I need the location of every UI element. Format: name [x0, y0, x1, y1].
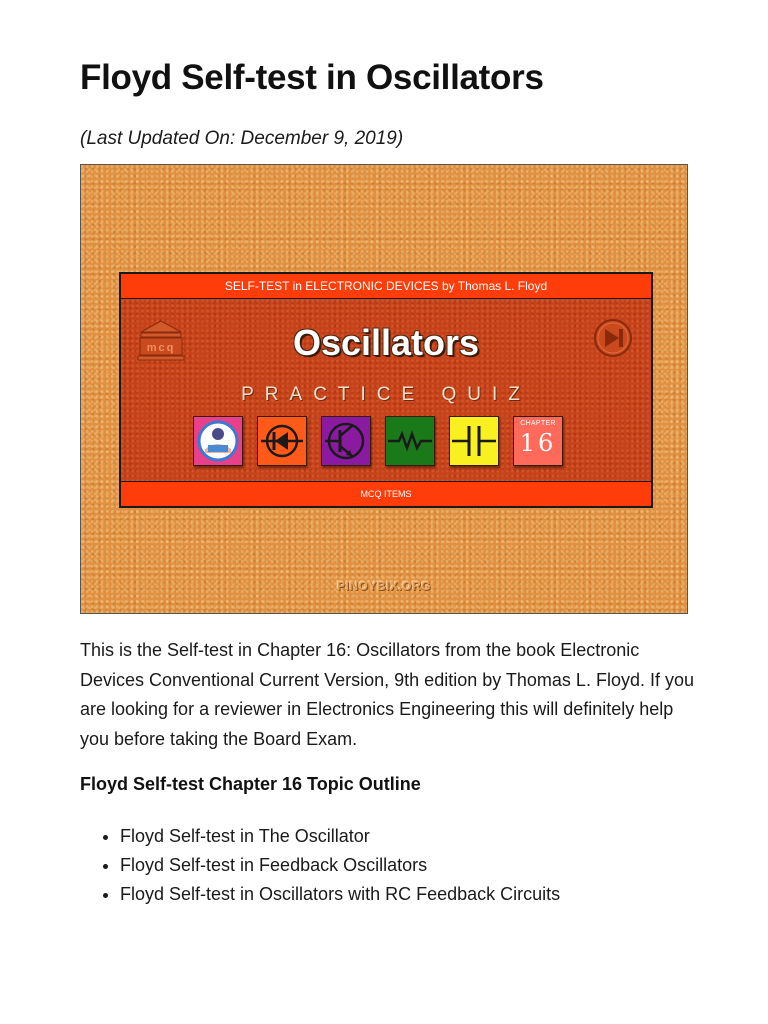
resistor-icon[interactable] [385, 416, 435, 466]
list-item[interactable]: • Floyd Self-test in The Oscillator [120, 822, 560, 851]
banner-panel [119, 272, 653, 508]
topic-outline-list [80, 822, 560, 909]
chapter-icon[interactable] [513, 416, 563, 466]
banner-subtitle: PRACTICE QUIZ [241, 384, 531, 405]
outline-heading: Floyd Self-test Chapter 16 Topic Outline [80, 774, 421, 794]
intro-paragraph: This is the Self-test in Chapter 16: Oscillators from the book Electronic Devices Conventional Current Version, 9th edition by Thomas L. Floyd. If you are looking for a reviewer in Electronics Engineering this will definitely help you before taking the Board Exam. [80, 640, 694, 749]
list-item[interactable]: • Floyd Self-test in Feedback Oscillators [120, 851, 560, 880]
study-icon[interactable] [193, 416, 243, 466]
chapter-label: CHAPTER [520, 420, 556, 427]
diode-icon[interactable] [257, 416, 307, 466]
list-item[interactable]: • Floyd Self-test in Oscillators with RC Feedback Circuits [120, 880, 560, 909]
transistor-icon[interactable] [321, 416, 371, 466]
banner-top-bar: SELF-TEST in ELECTRONIC DEVICES by Thomas L. Floyd [121, 274, 651, 299]
chapter-number: 16 [519, 429, 557, 457]
banner-bottom-bar: MCQ ITEMS [121, 481, 651, 506]
topic-icon-row [193, 416, 563, 466]
quiz-banner-image[interactable] [80, 164, 688, 614]
last-updated: (Last Updated On: December 9, 2019) [80, 128, 404, 149]
watermark-text: PINOYBIX.ORG [336, 579, 431, 593]
mcq-logo-text: mcq [146, 342, 176, 354]
banner-title: Oscillators [292, 322, 480, 363]
skip-next-icon[interactable] [593, 318, 633, 358]
page-title: Floyd Self-test in Oscillators [80, 58, 544, 97]
capacitor-icon[interactable] [449, 416, 499, 466]
